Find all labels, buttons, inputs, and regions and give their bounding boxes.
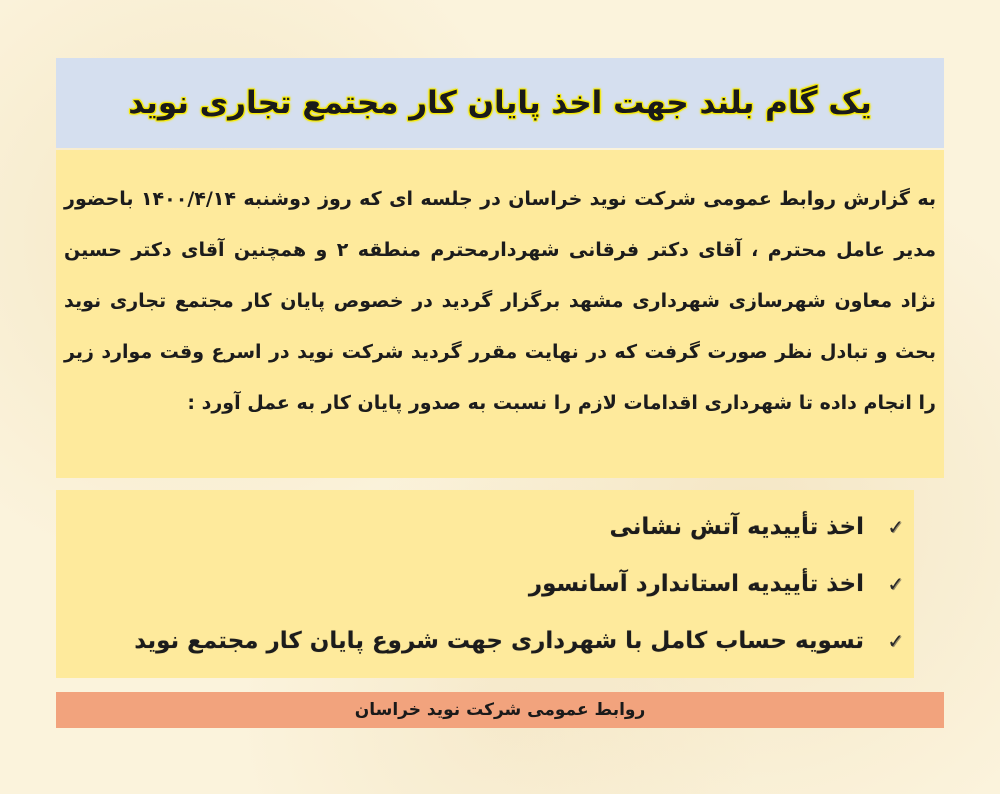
- footer-banner: [56, 692, 944, 728]
- title-banner: [56, 58, 944, 148]
- body-paragraph: به گزارش روابط عمومی شرکت نوید خراسان در جلسه ای که روز دوشنبه ۱۴۰۰/۴/۱۴ باحضور مدیر عامل محترم ، آقای دکتر فرقانی شهردارمحترم منطقه ۲ و همچنین آقای دکتر حسین نژاد معاون شهرسازی شهرداری مشهد برگزار گردید در خصوص پایان کار مجتمع تجاری نوید بحث و تبادل نظر صورت گرفت که در نهایت مقرر گردید شرکت نوید در اسرع وقت موارد زیر را انجام داده تا شهرداری اقدامات لازم را نسبت به صدور پایان کار به عمل آورد :: [64, 188, 936, 414]
- list-item: [66, 555, 904, 612]
- list-item: [66, 612, 904, 669]
- body-panel: [56, 150, 944, 478]
- list-item: [66, 498, 904, 555]
- footer-signature: روابط عمومی شرکت نوید خراسان: [354, 700, 646, 720]
- checkmark-icon: ✓: [887, 571, 904, 596]
- list-item-label: اخذ تأییدیه استاندارد آسانسور: [528, 570, 864, 597]
- checkmark-icon: ✓: [887, 628, 904, 653]
- list-item-label: اخذ تأییدیه آتش نشانی: [609, 513, 864, 540]
- page-title: یک گام بلند جهت اخذ پایان کار مجتمع تجاری نوید: [128, 85, 872, 121]
- checklist-panel: [56, 490, 914, 678]
- checkmark-icon: ✓: [887, 514, 904, 539]
- list-item-label: تسویه حساب کامل با شهرداری جهت شروع پایان کار مجتمع نوید: [134, 627, 864, 654]
